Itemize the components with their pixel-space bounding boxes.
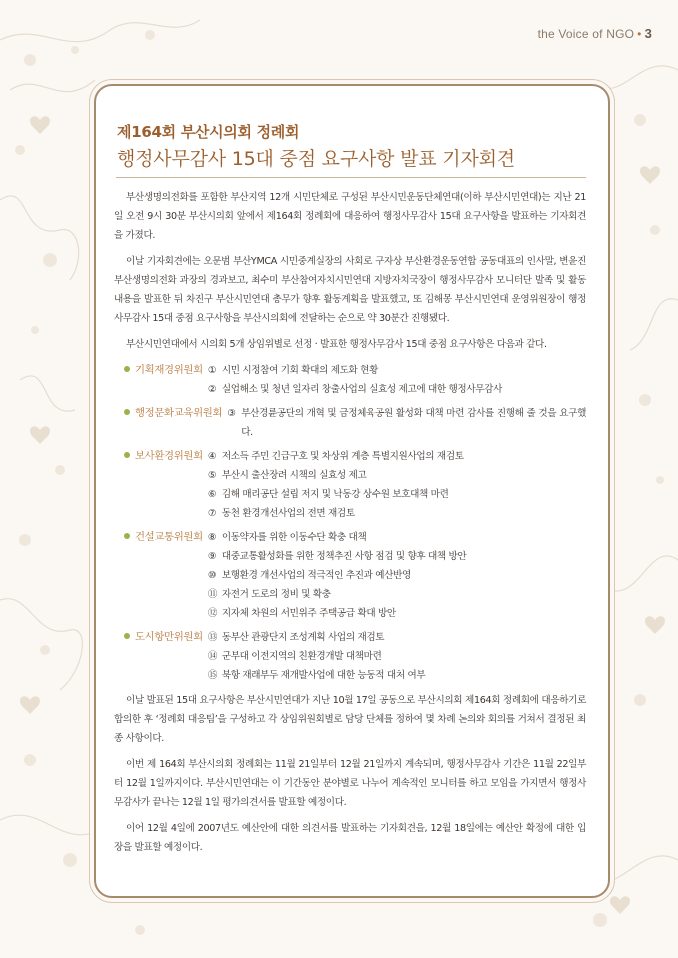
- committee-items: [208, 447, 586, 523]
- title-divider: [116, 177, 586, 178]
- item-text: 이동약자를 위한 이동수단 확충 대책: [221, 532, 367, 543]
- article-title: 제164회 부산시의회 정례회: [117, 123, 300, 141]
- committee-group: [124, 628, 586, 685]
- list-item: [208, 566, 586, 585]
- committee-name: 건설교통위원회: [124, 528, 208, 547]
- list-item: [208, 380, 586, 399]
- header-separator: •: [637, 27, 642, 41]
- item-text: 군부대 이전지역의 친환경개발 대책마련: [221, 651, 382, 662]
- body-paragraph: 이어 12월 4일에 2007년도 예산안에 대한 의견서를 발표하는 기자회견을, 12월 18일에는 예산안 확정에 대한 입장을 발표할 예정이다.: [114, 823, 586, 853]
- item-text: 실업해소 및 청년 일자리 창출사업의 실효성 제고에 대한 행정사무감사: [221, 384, 503, 395]
- item-text: 지자체 차원의 서민위주 주택공급 확대 방안: [221, 608, 396, 619]
- list-item: [208, 628, 586, 647]
- committee-group: [124, 404, 586, 442]
- list-item: [208, 504, 586, 523]
- item-number: ②: [207, 384, 217, 395]
- committee-group: [124, 528, 586, 623]
- list-item: [208, 361, 586, 380]
- committee-list: [124, 361, 586, 685]
- item-number: ⑨: [207, 551, 217, 562]
- item-number: ⑥: [207, 489, 217, 500]
- item-number: ④: [207, 451, 217, 462]
- item-text: 김해 매리공단 설립 저지 및 낙동강 상수원 보호대책 마련: [221, 489, 449, 500]
- item-number: ⑬: [207, 632, 218, 643]
- item-text: 보행환경 개선사업의 적극적인 추진과 예산반영: [221, 570, 411, 581]
- committee-items: [227, 404, 586, 442]
- item-number: ⑭: [207, 651, 218, 662]
- green-bullet-icon: [124, 409, 130, 415]
- item-text: 저소득 주민 긴급구호 및 차상위 계층 특별지원사업의 재검토: [221, 451, 464, 462]
- item-text: 부산경륜공단의 개혁 및 금정체육공원 활성화 대책 마련 감사를 진행해 줄 것을 요구했다.: [241, 408, 586, 438]
- body-paragraph: 부산시민연대에서 시의회 5개 상임위별로 선정 · 발표한 행정사무감사 15대 중점 요구사항은 다음과 같다.: [126, 339, 547, 350]
- item-number: ⑩: [207, 570, 217, 581]
- committee-name: 행정문화교육위원회: [124, 404, 227, 423]
- committee-name: 도시항만위원회: [124, 628, 208, 647]
- item-number: ⑪: [207, 589, 218, 600]
- list-item: [208, 547, 586, 566]
- committee-group: [124, 447, 586, 523]
- list-item: [208, 604, 586, 623]
- article-subtitle: 행정사무감사 15대 중점 요구사항 발표 기자회견: [117, 148, 515, 170]
- body-paragraph: 이날 발표된 15대 요구사항은 부산시민연대가 지난 10월 17일 공동으로 부산시의회 제164회 정례회에 대응하기로 합의한 후 ‘정례회 대응팀’을 구성하고 각 상임위원회별로 담당 단체를 정하여 몇 차례 논의와 회의를 거쳐서 결정된 최종 사항이다.: [114, 695, 586, 744]
- list-item: [227, 404, 586, 442]
- list-item: [208, 447, 586, 466]
- item-number: ⑧: [207, 532, 217, 543]
- item-text: 북항 재래부두 재개발사업에 대한 능동적 대처 여부: [221, 670, 426, 681]
- green-bullet-icon: [124, 633, 130, 639]
- committee-name: 기획재경위원회: [124, 361, 208, 380]
- item-number: ⑦: [207, 508, 217, 519]
- item-text: 시민 시정참여 기회 확대의 제도화 현황: [221, 365, 378, 376]
- item-number: ⑤: [207, 470, 217, 481]
- item-text: 부산시 출산장려 시책의 실효성 제고: [221, 470, 367, 481]
- green-bullet-icon: [124, 452, 130, 458]
- item-text: 동부산 관광단지 조성계획 사업의 재검토: [221, 632, 385, 643]
- body-paragraph: 이날 기자회견에는 오문범 부산YMCA 시민중계실장의 사회로 구자상 부산환경운동연합 공동대표의 인사말, 변윤진 부산생명의전화 과장의 경과보고, 최수미 부산참여자치시민연대 지방자치국장이 행정사무감사 모니터단 발족 및 활동 내용을 발표한 뒤 차진구 부산시민연대 총무가 향후 활동계획을 발표했고, 또 김해몽 부산시민연대 운영위원장이 행정사무감사 15대 중점 요구사항을 부산시의회에 전달하는 순으로 약 30분간 진행됐다.: [114, 256, 586, 324]
- running-header: [538, 26, 652, 41]
- item-number: ③: [227, 408, 236, 419]
- committee-items: [208, 628, 586, 685]
- list-item: [208, 585, 586, 604]
- item-text: 자전거 도로의 정비 및 확충: [221, 589, 331, 600]
- item-number: ①: [207, 365, 217, 376]
- item-number: ⑮: [207, 670, 218, 681]
- list-item: [208, 466, 586, 485]
- green-bullet-icon: [124, 533, 130, 539]
- green-bullet-icon: [124, 366, 130, 372]
- item-number: ⑫: [207, 608, 218, 619]
- article-body: [114, 188, 586, 864]
- list-item: [208, 485, 586, 504]
- running-title: the Voice of NGO: [537, 27, 635, 41]
- page-number: 3: [644, 26, 652, 41]
- item-text: 동천 환경개선사업의 전면 재검토: [221, 508, 355, 519]
- list-item: [208, 528, 586, 547]
- body-paragraph: 이번 제 164회 부산시의회 정례회는 11월 21일부터 12월 21일까지 계속되며, 행정사무감사 기간은 11월 22일부터 12월 1일까지이다. 부산시민연대는 이 기간동안 분야별로 나누어 계속적인 모니터를 하고 모임을 가지면서 행정사무감사가 끝나는 12월 1일 평가의견서를 발표할 예정이다.: [114, 759, 586, 808]
- committee-items: [208, 528, 586, 623]
- body-paragraph: 부산생명의전화를 포함한 부산지역 12개 시민단체로 구성된 부산시민운동단체연대(이하 부산시민연대)는 지난 21일 오전 9시 30분 부산시의회 앞에서 제164회 정례회에 대응하여 행정사무감사 15대 요구사항을 발표하는 기자회견을 가졌다.: [114, 192, 586, 241]
- committee-group: [124, 361, 586, 399]
- committee-name: 보사환경위원회: [124, 447, 208, 466]
- list-item: [208, 666, 586, 685]
- committee-items: [208, 361, 586, 399]
- list-item: [208, 647, 586, 666]
- item-text: 대중교통활성화를 위한 정책추진 사항 점검 및 향후 대책 방안: [221, 551, 467, 562]
